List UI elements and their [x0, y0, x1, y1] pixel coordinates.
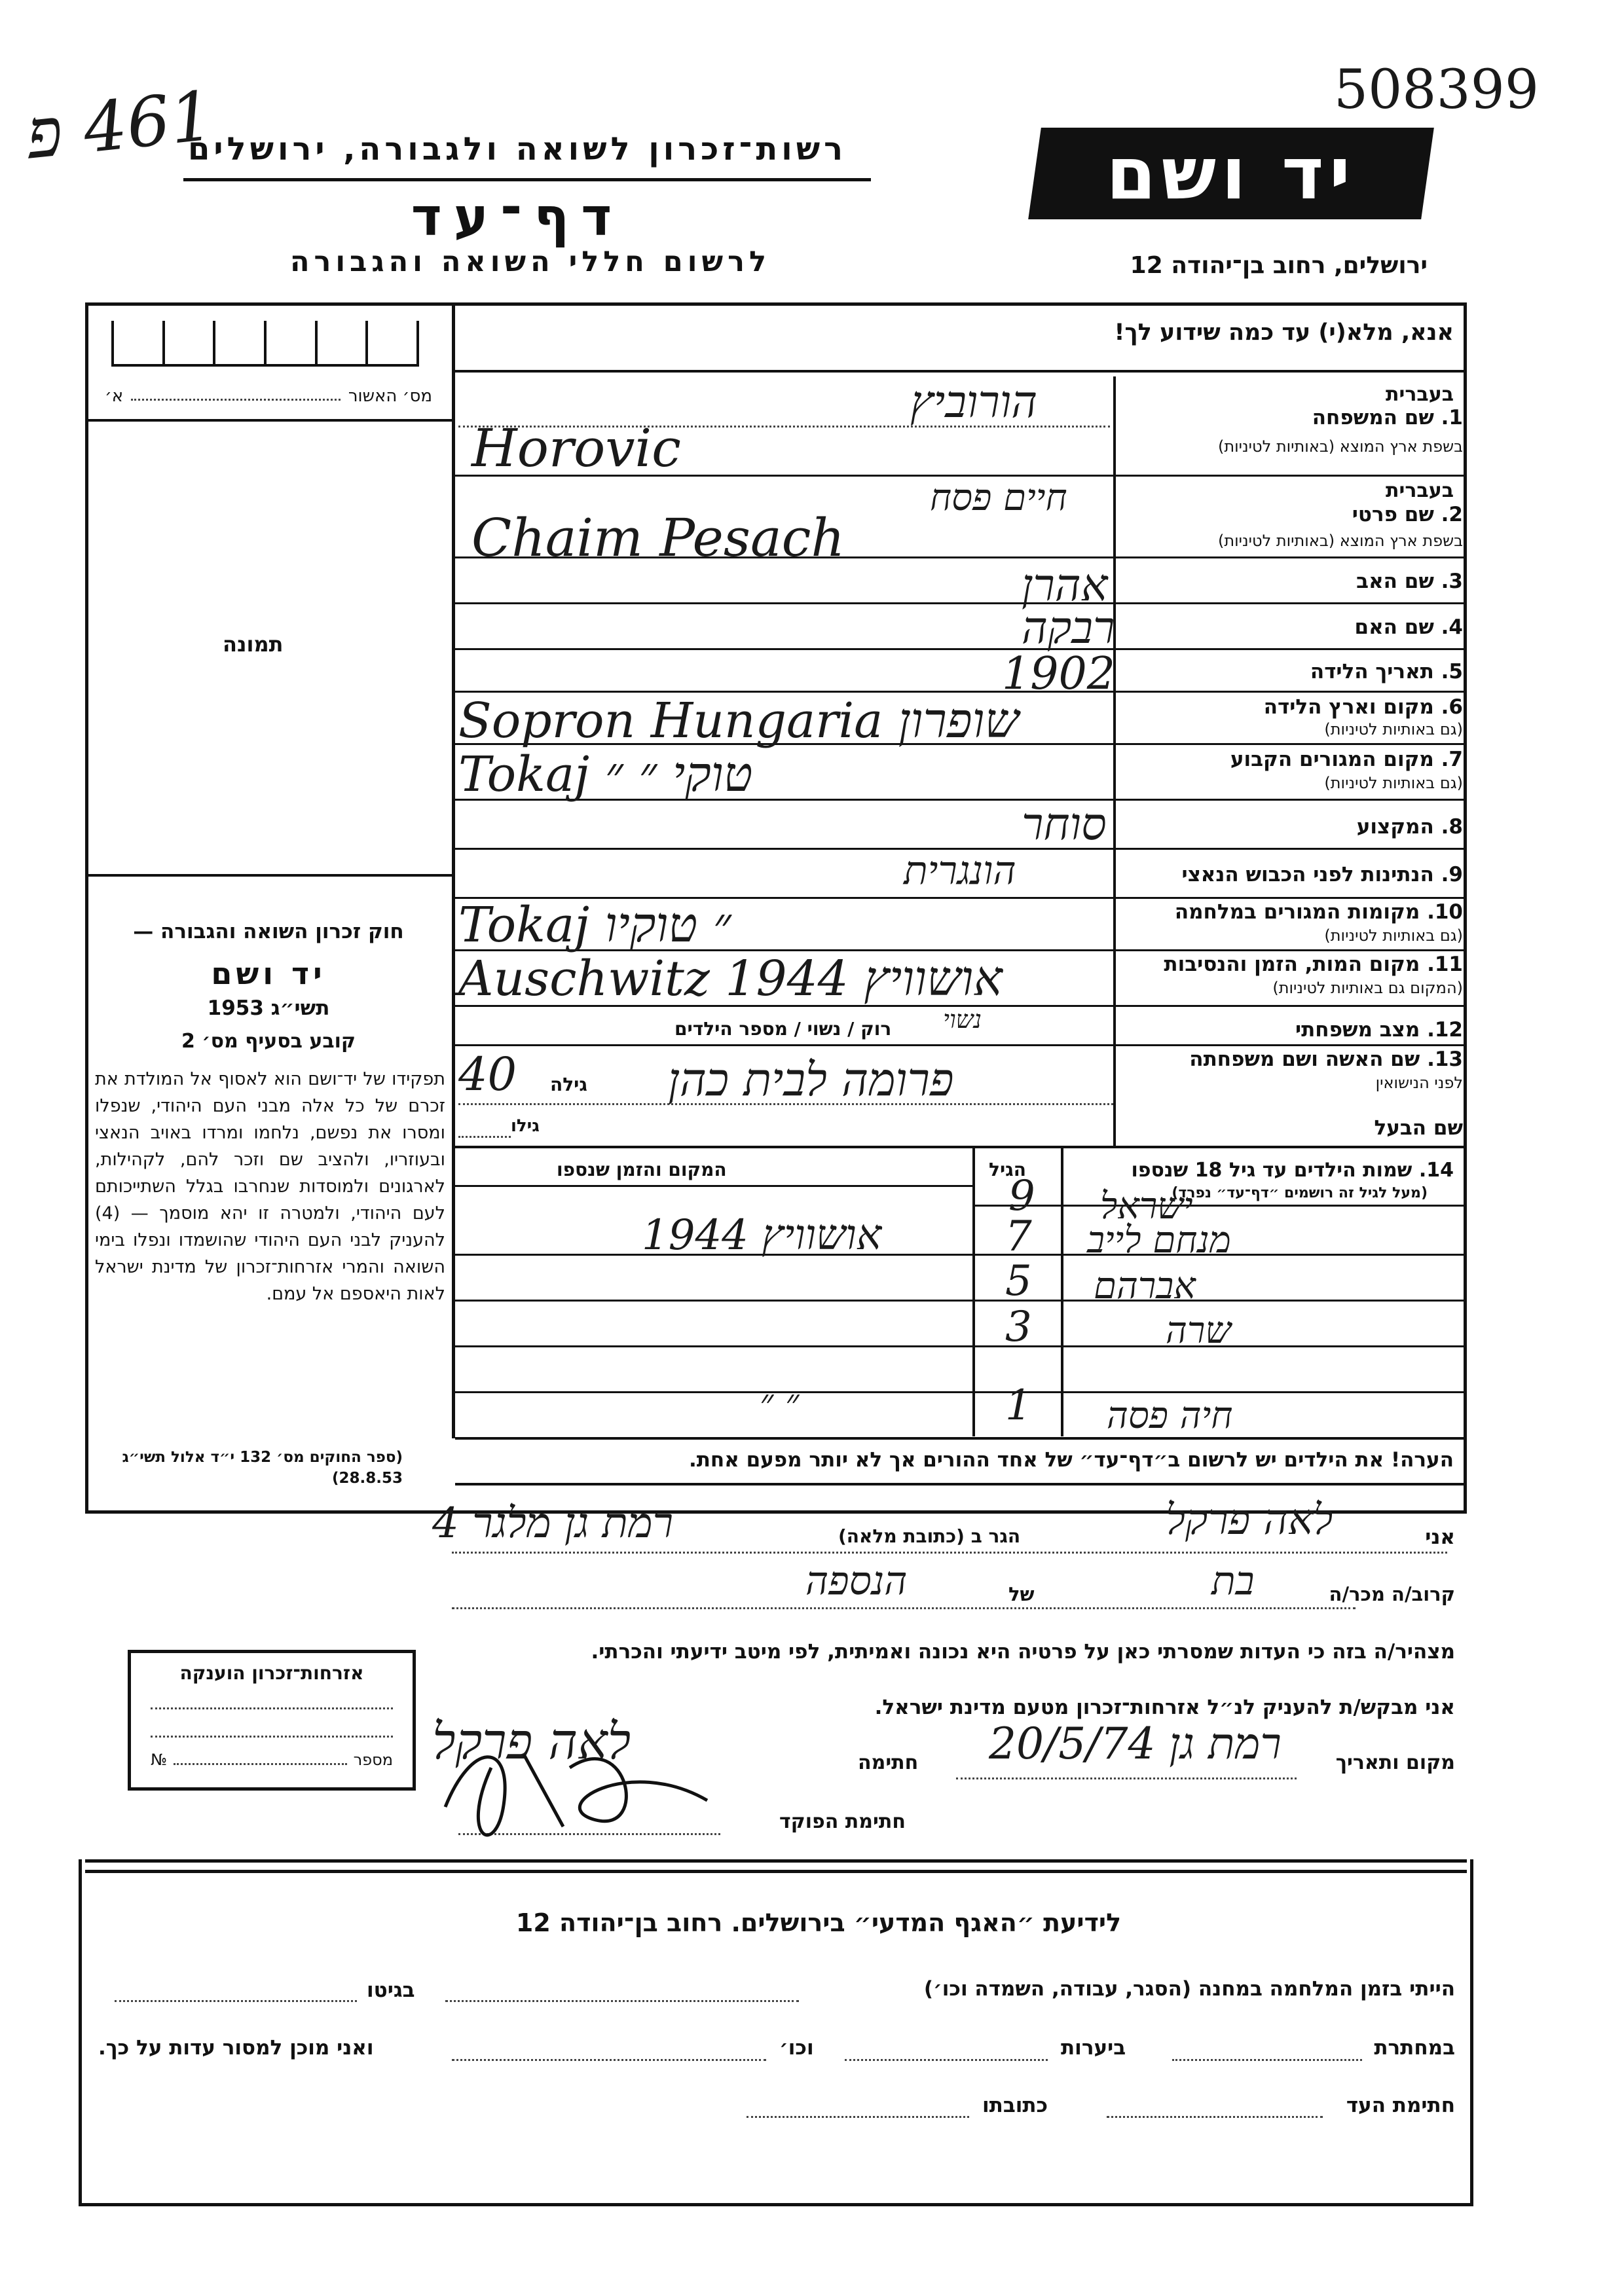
decl-request: אני מבקש/ת להעניק לנ״ל אזרחות־זכרון מטעם מדינת ישראל.	[874, 1696, 1455, 1719]
children-label: 14. שמות הילדים עד גיל 18 שנספו	[1131, 1159, 1454, 1182]
margin-note: 461 פ	[22, 75, 217, 175]
field-6-sub: (גם באותיות לטיניות)	[1324, 720, 1463, 738]
field-8-label: 8. המקצוע	[1356, 815, 1463, 839]
photo-rule-bottom	[85, 874, 453, 877]
approval-number-row	[105, 386, 432, 406]
decl-i-value: לאה פרקל	[1166, 1496, 1333, 1544]
child-2-age: 7	[1005, 1212, 1032, 1261]
footer-title: לידיעת ״האגף המדעי״ בירושלים. רחוב בן־יהודה 12	[515, 1908, 1122, 1937]
field-13-age-label: גילה	[550, 1074, 587, 1095]
row-line	[455, 602, 1467, 604]
decl-place-date-line	[956, 1777, 1297, 1779]
child-5-name: חיה פסה	[1107, 1394, 1233, 1437]
child-4-name: שרה	[1166, 1309, 1231, 1352]
citizenship-box	[128, 1650, 416, 1791]
address: ירושלים, רחוב בן־יהודה 12	[1130, 252, 1428, 279]
number-suffix: №	[151, 1751, 167, 1769]
photo-rule-top	[85, 419, 453, 422]
footer-underground-label: במחתרת	[1374, 2036, 1455, 2060]
children-row-rule	[455, 1437, 1467, 1440]
field-4-value: רבקה	[1022, 602, 1115, 654]
field-1-value-he: הורוביץ	[910, 376, 1038, 428]
intro-request: אנא, מלא(י) עד כמה שידוע לך!	[1114, 319, 1454, 346]
footer-ghetto-label: בגיטו	[367, 1978, 415, 2002]
law-text: תפקידו של יד־ושם הוא לאסוף אל המולדת את זכרם של כל אלה מבני העם היהודי, שנפלו ומסרו את נפשם, נלחמו ומרדו באויב הנאצי ובעוזריו, ולהציב שם וזכר להם, לקהילות, לארגונים ולמוסדות שנחרבו בגלל השתייכותם לעם היהודי, ולמטרה זו יהא מוסמך — (4) להעניק לבני העם היהודי שהושמדו ונפלו בימי השואה והמרי אזרחות־זכרון של מדינת ישראל לאות היאספם אל עמם.	[95, 1069, 445, 1304]
children-place-header: המקום והזמן שנספו	[557, 1159, 727, 1180]
field-3-label: 3. שם האב	[1356, 570, 1463, 593]
logo-text: יד ושם	[1106, 132, 1356, 215]
field-5-value: 1902	[1002, 648, 1116, 700]
field-7-value: Tokaj טוקי ״ ״	[458, 746, 753, 803]
child-2-place: 1944 אושוויץ	[642, 1211, 882, 1260]
field-13-label: 13. שם האשה ושם משפחתה	[1189, 1048, 1463, 1071]
decl-line-2	[452, 1607, 1356, 1609]
footer-address-label: כתובתו	[982, 2094, 1048, 2117]
footer-etc-line	[452, 2059, 766, 2061]
field-13-age-value: 40	[458, 1048, 517, 1101]
field-11-sub: (המקום גם באותיות לטיניות)	[1272, 979, 1463, 997]
field-2-sub: בשפת ארץ המוצא (באותיות לטיניות)	[1218, 532, 1463, 550]
child-2-name: מנחם לייב	[1087, 1219, 1231, 1262]
decl-line-1	[452, 1552, 1447, 1554]
decl-place-date-label: מקום ותאריך	[1335, 1751, 1455, 1774]
children-header-rule	[455, 1185, 972, 1187]
field-3-value: אהרן	[1022, 560, 1108, 611]
law-section: קובע בסעיף מס׳ 2	[181, 1030, 356, 1053]
row-line	[455, 648, 1467, 650]
law-years: תשי״ג 1953	[207, 996, 330, 1020]
decl-signature-value: לאה פרקל	[432, 1712, 631, 1770]
intro-rule	[455, 370, 1467, 373]
decl-i-label: אני	[1425, 1525, 1455, 1549]
footer-forests-line	[845, 2059, 1048, 2061]
husband-divider	[458, 1103, 1113, 1105]
row-line	[455, 1146, 1467, 1148]
footer-line-1: הייתי בזמן המלחמה במחנה (הסגר, עבודה, השמדה וכו׳)	[923, 1977, 1455, 2001]
footer-witness-label: חתימת העד	[1346, 2094, 1455, 2117]
field-2-value-he: חיים פסח	[930, 477, 1067, 519]
law-citation: (ספר החוקים מס׳ 132 י״ד אלול תשי״ג 28.8.53)	[122, 1449, 403, 1487]
decl-address-value: רמת גן מלגר 4	[432, 1499, 674, 1548]
footer-ready-text: ואני מוכן למסור עדות על כך.	[98, 2036, 374, 2060]
header-rule	[183, 178, 871, 181]
field-9-label: 9. הנתינות לפני הכבוש הנאצי	[1181, 863, 1463, 886]
field-4-label: 4. שם האם	[1354, 615, 1463, 639]
field-1-lang-tag: בעברית	[1386, 383, 1454, 406]
husband-age-line	[458, 1136, 511, 1138]
decl-place-date-value: רמת גן 20/5/74	[989, 1719, 1282, 1769]
field-13-sub: לפני הנישואין	[1375, 1074, 1463, 1092]
child-5-place: ״ ״	[760, 1381, 800, 1424]
field-12-value: נשוי	[943, 1005, 982, 1034]
footer-address-line	[747, 2116, 969, 2118]
children-row-rule	[455, 1254, 1467, 1256]
child-1-age: 9	[1008, 1172, 1035, 1220]
child-3-age: 5	[1005, 1257, 1032, 1305]
law-title: חוק זכרון השואה והגבורה —	[133, 920, 404, 943]
form-subtitle: לרשום חללי השואה והגבורה	[289, 246, 771, 278]
footer-witness-line	[1107, 2116, 1323, 2118]
field-1-label: 1. שם המשפחה	[1312, 406, 1463, 429]
field-11-value: Auschwitz 1944 אושוויץ	[458, 951, 1003, 1007]
children-row-rule	[455, 1300, 1467, 1302]
footer-forests-label: ביערות	[1061, 2036, 1126, 2060]
children-col-divider-2	[1061, 1148, 1063, 1436]
field-2-lang-tag: בעברית	[1386, 479, 1454, 502]
field-11-label: 11. מקום המות, הזמן והנסיבות	[1164, 953, 1463, 976]
label-divider	[1113, 376, 1116, 1146]
field-1-value-latin: Horovic	[471, 418, 681, 479]
approval-suffix: א׳	[105, 386, 124, 406]
archive-number: 508399	[1333, 59, 1539, 121]
footer-underground-line	[1172, 2059, 1362, 2061]
child-5-age: 1	[1005, 1381, 1032, 1430]
children-note: הערה! את הילדים יש לרשום ב״דף־עד״ של אחד ההורים אך לא יותר מפעם אחת.	[688, 1448, 1454, 1472]
children-row-rule	[455, 1391, 1467, 1393]
decl-officer-label: חתימת הפוקד	[779, 1810, 906, 1833]
decl-relation-value: בת	[1211, 1558, 1255, 1604]
field-1-divider	[458, 426, 1110, 428]
row-line	[455, 1044, 1467, 1046]
number-label: מספר	[353, 1751, 393, 1769]
authority-name: רשות־זכרון לשואה ולגבורה, ירושלים	[187, 131, 847, 168]
field-9-value: הונגרית	[904, 848, 1016, 894]
decl-signature-label: חתימה	[858, 1751, 919, 1774]
decl-of-label: של	[1008, 1583, 1035, 1605]
decl-relation-label: קרוב/ה מכר/ה	[1329, 1583, 1455, 1605]
field-10-label: 10. מקומות המגורים במלחמה	[1174, 900, 1463, 924]
footer-etc-label: וכו׳	[779, 2036, 814, 2060]
field-7-label: 7. מקום המגורים הקבוע	[1230, 748, 1463, 771]
field-10-value: Tokaj ״ טוקיו	[458, 897, 731, 953]
side-panel-divider	[452, 302, 455, 1438]
approval-number-label: מס׳ האשור	[348, 386, 432, 406]
field-6-value: Sopron Hungaria שופרון	[458, 693, 1019, 749]
decl-statement: מצהיר/ה בזה כי העדות שמסרתי כאן על פרטיה היא נכונה ואמיתית, לפי מיטב ידיעתי והכרתי.	[591, 1640, 1455, 1664]
field-13-value: פרומה לבית כהן	[668, 1053, 954, 1106]
field-2-label: 2. שם פרטי	[1352, 503, 1463, 526]
field-6-label: 6. מקום וארץ הלידה	[1263, 695, 1463, 719]
decl-address-label: הגר ב (כתובת מלאה)	[838, 1525, 1021, 1547]
form-title: דף־עד	[411, 187, 624, 247]
children-col-divider-1	[972, 1148, 975, 1436]
footer-camp-line	[445, 2000, 799, 2002]
children-row-rule	[972, 1205, 1467, 1207]
children-age-header: הגיל	[989, 1159, 1026, 1180]
decl-of-value: הנספה	[805, 1558, 908, 1604]
field-12-options: רוק / נשוי / מספר הילדים	[674, 1018, 892, 1040]
law-name: יד ושם	[211, 956, 326, 991]
field-2-value-latin: Chaim Pesach	[471, 507, 845, 568]
citizenship-label: אזרחות־זכרון הוענקה	[179, 1662, 364, 1684]
yad-vashem-logo	[1028, 128, 1434, 219]
approval-boxes	[111, 321, 419, 367]
field-1-sub: בשפת ארץ המוצא (באותיות לטיניות)	[1218, 437, 1463, 456]
child-1-name: ישראל	[1100, 1185, 1193, 1228]
husband-label: שם הבעל	[1374, 1116, 1463, 1140]
child-4-age: 3	[1005, 1303, 1032, 1351]
child-3-name: אברהם	[1094, 1265, 1196, 1307]
husband-age-label: גילו	[511, 1116, 540, 1136]
field-10-sub: (גם באותיות לטיניות)	[1324, 926, 1463, 945]
field-7-sub: (גם באותיות לטיניות)	[1324, 774, 1463, 792]
note-rule	[455, 1483, 1467, 1485]
signature-scribble	[432, 1728, 733, 1846]
children-row-rule	[455, 1345, 1467, 1347]
field-5-label: 5. תאריך הלידה	[1310, 660, 1463, 683]
children-sub: (מעל לגיל זה רושמים ״דף־עד״ נפרד)	[1172, 1185, 1428, 1201]
field-12-label: 12. מצב משפחתי	[1295, 1018, 1463, 1042]
field-8-value: סוחר	[1022, 799, 1107, 850]
photo-label: תמונה	[223, 632, 284, 657]
footer-ghetto-line	[115, 2000, 357, 2002]
